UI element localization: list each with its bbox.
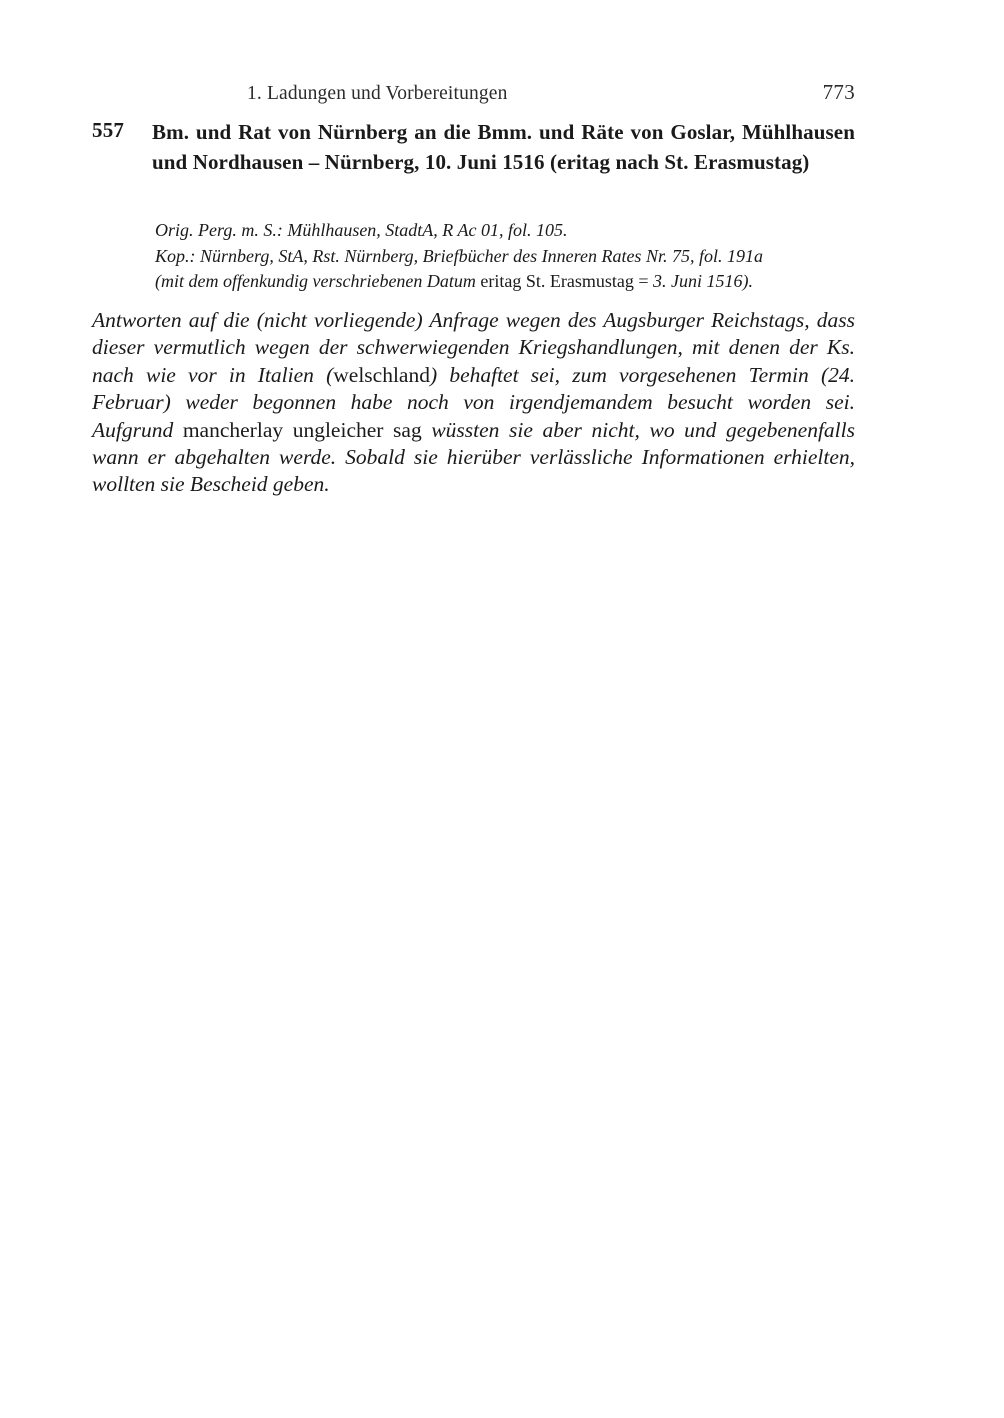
entry-number: 557	[92, 118, 125, 142]
source-citation-line	[155, 244, 855, 270]
entry-heading	[92, 118, 855, 177]
quoted-source-term: welschland	[333, 362, 430, 387]
page-number: 773	[822, 80, 855, 104]
quoted-source-term: mancherlay ungleicher sag	[182, 417, 422, 442]
regest-text	[92, 307, 855, 499]
text-run: 3. Juni 1516).	[653, 271, 754, 291]
running-head-title: 1. Ladungen und Vorbereitungen	[247, 83, 508, 104]
text-run: Kop.: Nürnberg, StA, Rst. Nürnberg, Briefbücher des Inneren Rates Nr. 75, fol. 191a	[155, 245, 763, 266]
text-run: wüssten sie aber nicht, wo und gegebenenfalls wann er abgehalten werde. Sobald sie hierüber verlässliche Informationen erhielten, wollten sie Bescheid geben.	[92, 417, 855, 497]
text-run: Orig. Perg. m. S.: Mühlhausen, StadtA, R Ac 01, fol. 105.	[155, 220, 568, 240]
source-citation-block	[155, 218, 855, 295]
text-run: (mit dem offenkundig verschriebenen Datum	[155, 271, 481, 291]
text-run: ) behaftet sei, zum vorgesehenen Termin (24. Februar) weder begonnen habe noch von irgendjemandem besucht worden sei. Aufgrund	[92, 362, 855, 442]
text-run: Antworten auf die (nicht vorliegende) Anfrage wegen des Augsburger Reichstags, dass dieser vermutlich wegen der schwerwiegenden Kriegshandlungen, mit denen der Ks. nach wie vor in Italien (	[92, 308, 855, 387]
source-citation-line	[155, 218, 855, 244]
quoted-source-term: eritag St. Erasmustag =	[480, 271, 654, 291]
entry-title: Bm. und Rat von Nürnberg an die Bmm. und Räte von Goslar, Mühlhausen und Nordhausen – Nürnberg, 10. Juni 1516 (eritag nach St. Erasmustag)	[152, 120, 855, 174]
running-head	[92, 80, 855, 106]
source-citation-line	[155, 269, 855, 295]
